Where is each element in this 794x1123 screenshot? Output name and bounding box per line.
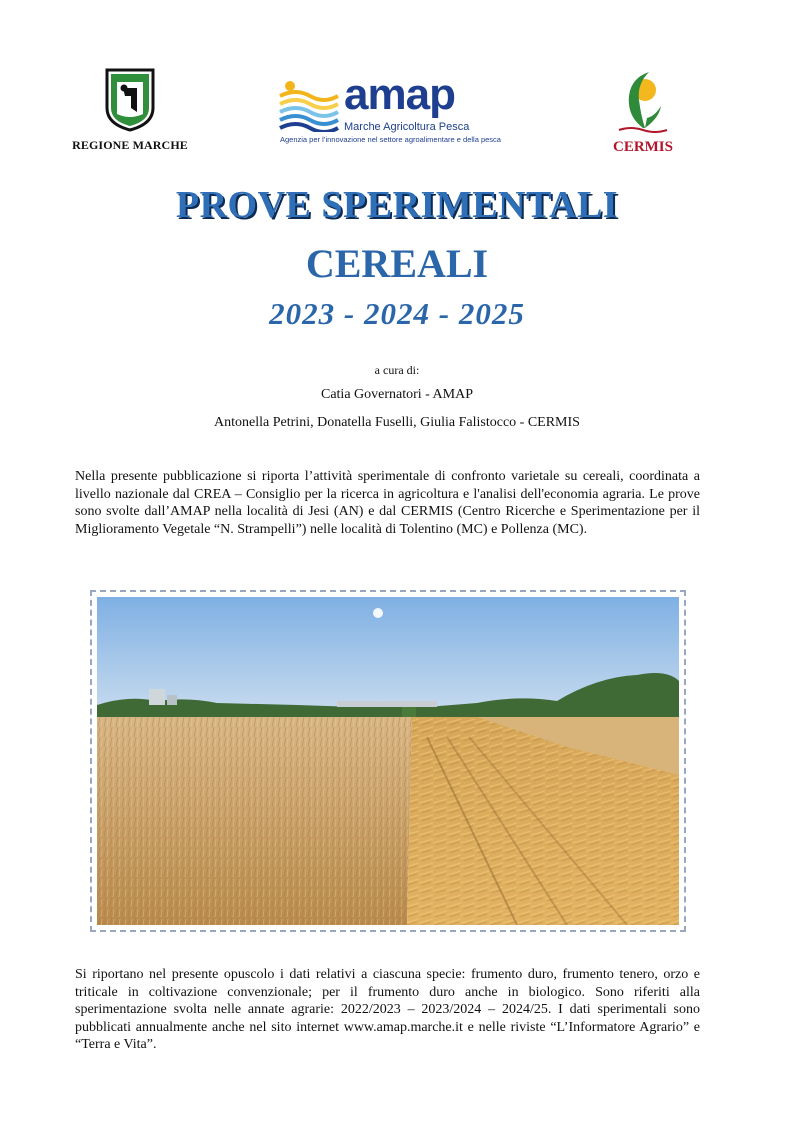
amap-wordmark: amap: [344, 70, 455, 119]
page-subtitle: CEREALI: [305, 241, 489, 286]
authors-cermis: Antonella Petrini, Donatella Fuselli, Giulia Falistocco - CERMIS: [214, 415, 580, 430]
cermis-sprout-icon: [615, 66, 671, 136]
amap-subtitle: Marche Agricoltura Pesca: [344, 121, 470, 133]
closing-paragraph: Si riportano nel presente opuscolo i dati relativi a ciascuna specie: frumento duro, frumento tenero, orzo e triticale in coltivazione convenzionale; per il frumento duro anche in biologico. Sono riferiti alla sperimentazione svolta nelle annate agrarie: 2022/2023 – 2023/2024 – 2024/25. I dati sperimentali sono pubblicati annualmente anche nel sito internet www.amap.marche.it e nelle riviste “L’Informatore Agrario” e “Terra e Vita”.: [75, 967, 700, 1052]
intro-paragraph: Nella presente pubblicazione si riporta l’attività sperimentale di confronto varietale su cereali, coordinata a livello nazionale dal CREA – Consiglio per la ricerca in agricoltura e l'analisi dell'economia agraria. Le prove sono svolte dall’AMAP nella località di Jesi (AN) e dal CERMIS (Centro Ricerche e Sperimentazione per il Miglioramento Vegetale “N. Strampelli”) nelle località di Tolentino (MC) e Pollenza (MC).: [75, 469, 700, 537]
regione-marche-logo: [62, 68, 198, 153]
regione-marche-emblem-icon: [103, 68, 157, 132]
amap-waves-icon: [278, 80, 340, 132]
credits-intro: a cura di:: [374, 363, 420, 377]
authors-amap: Catia Governatori - AMAP: [320, 387, 474, 402]
cermis-logo: [610, 66, 676, 156]
page-years: 2023 - 2024 - 2025: [269, 296, 525, 331]
amap-tagline: Agenzia per l’innovazione nel settore agroalimentare e della pesca: [280, 135, 501, 144]
wheat-field-photo: [97, 597, 679, 925]
regione-marche-label: REGIONE MARCHE: [72, 138, 188, 152]
page-title: PROVE SPERIMENTALI: [175, 184, 619, 226]
amap-logo: [278, 70, 518, 146]
cermis-label: CERMIS: [612, 139, 673, 155]
